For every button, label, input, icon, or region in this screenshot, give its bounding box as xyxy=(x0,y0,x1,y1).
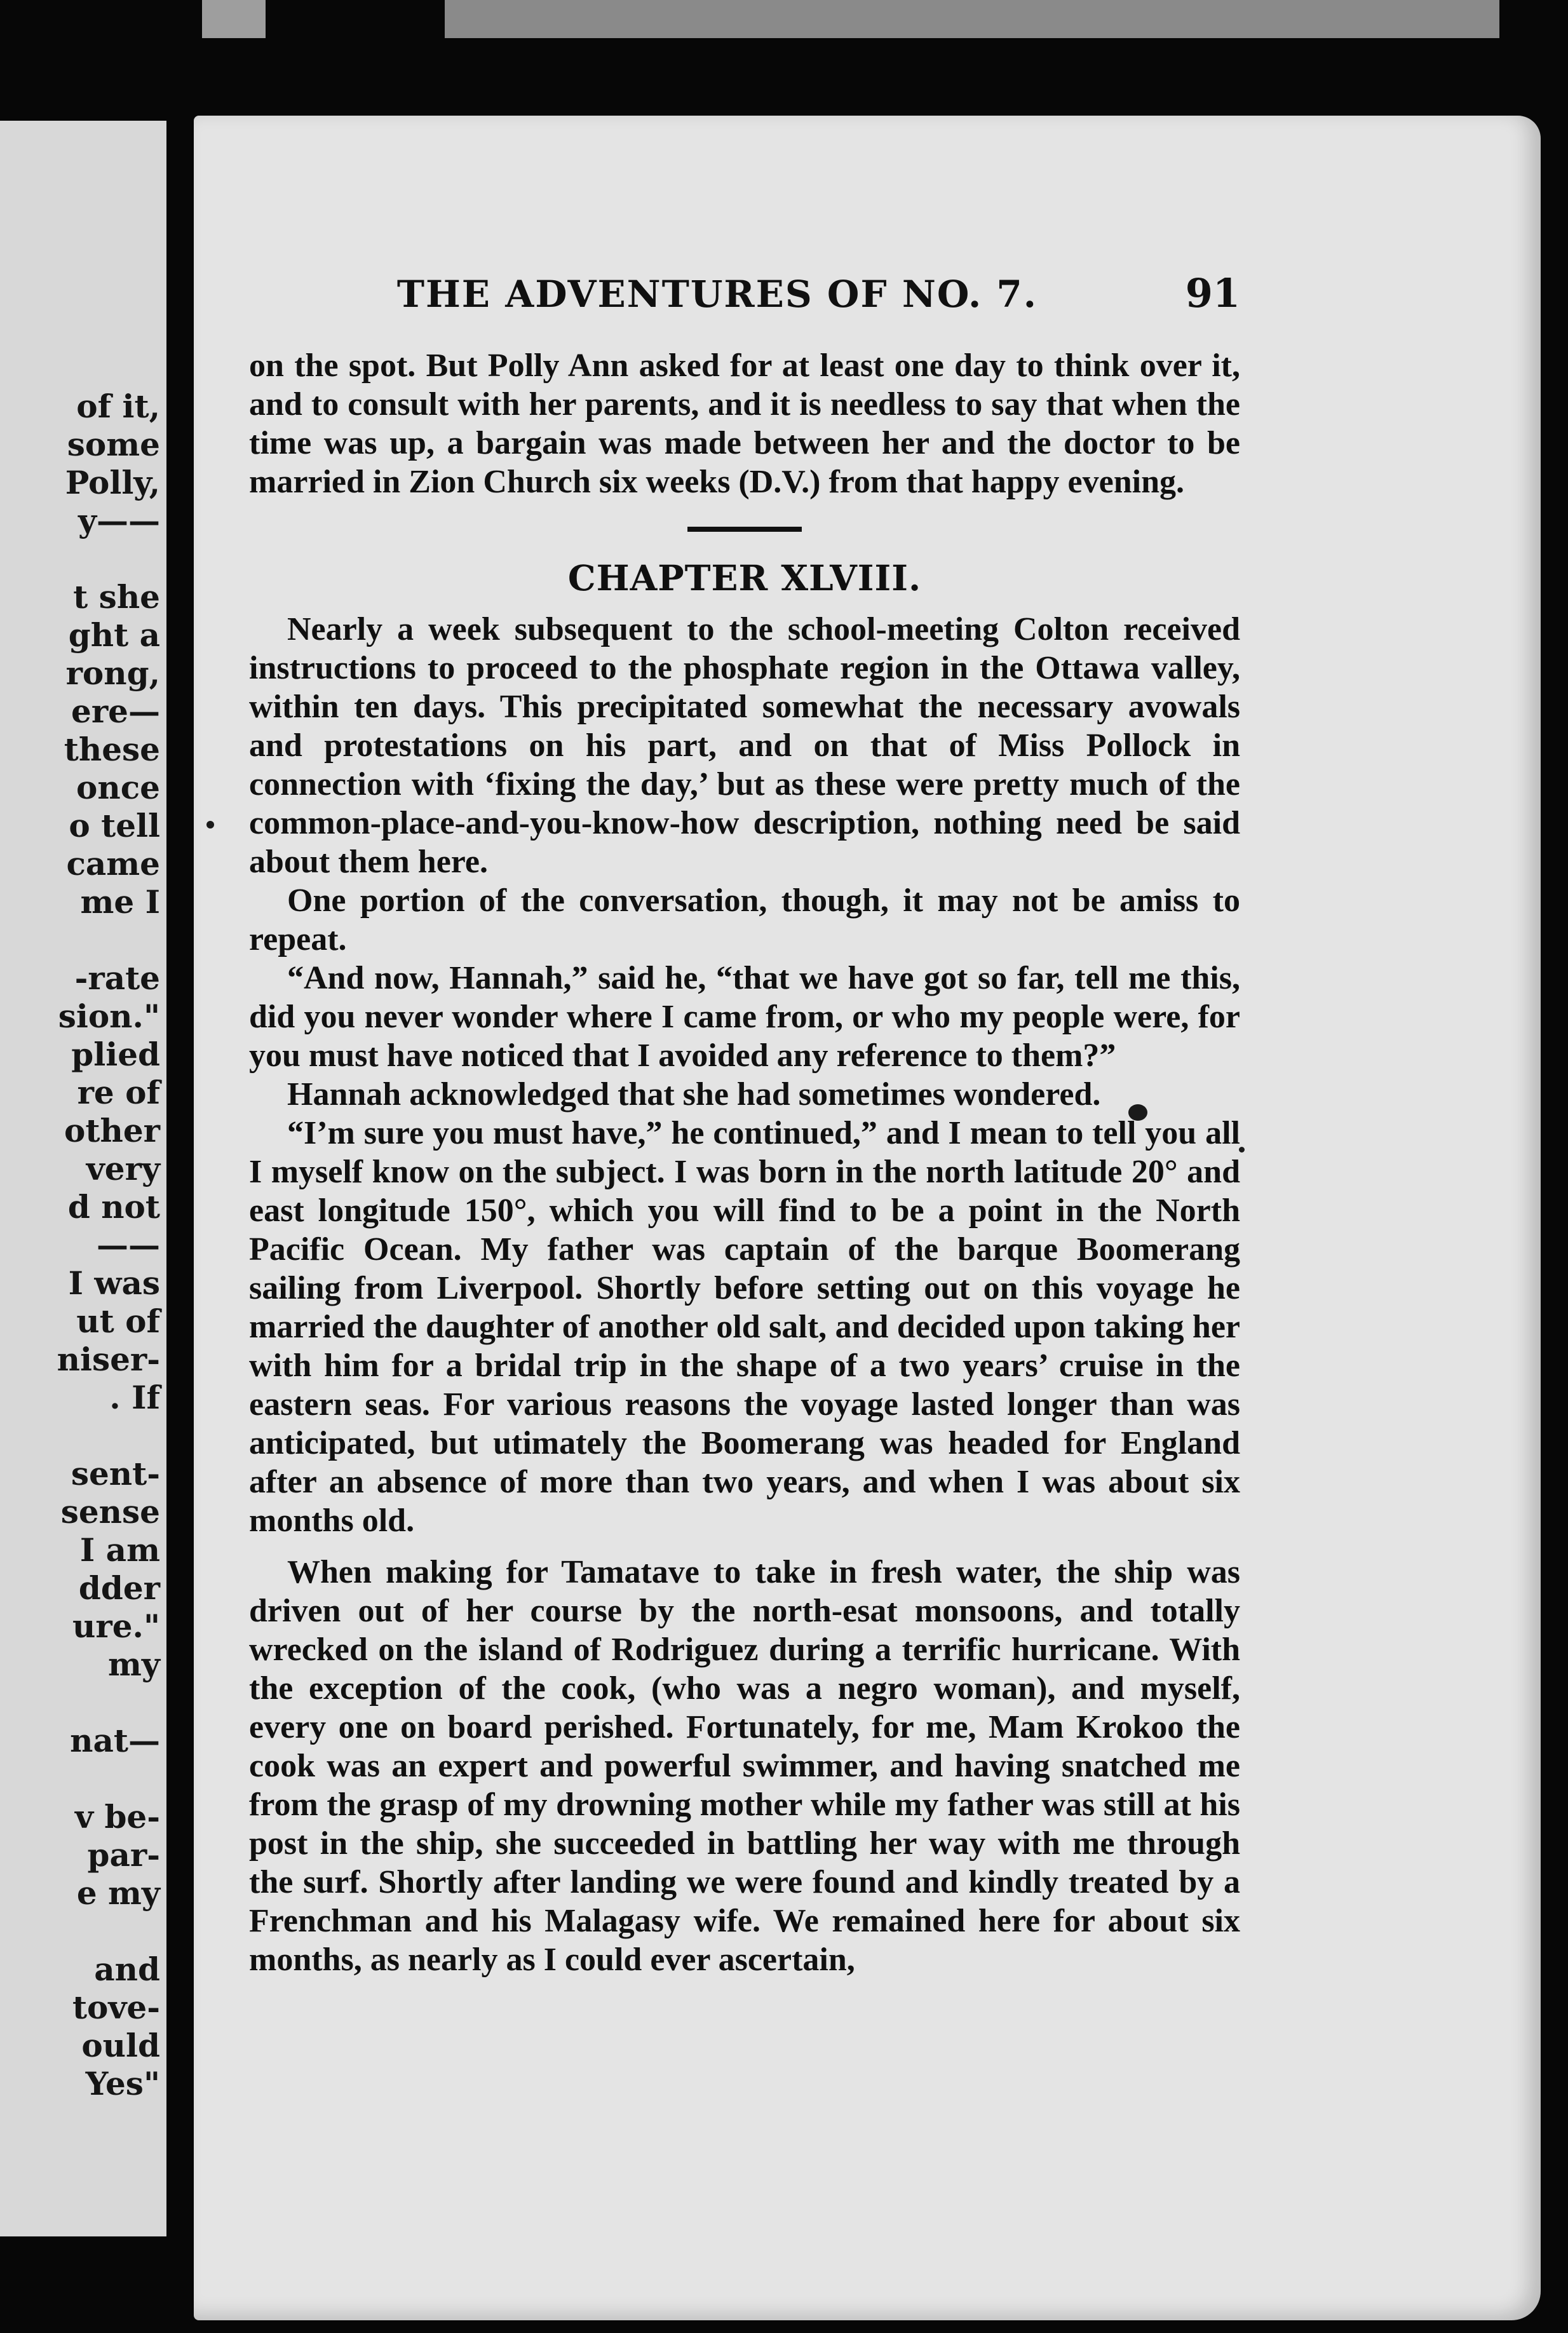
left-fragment: ere— xyxy=(71,693,160,730)
paragraph: Hannah acknowledged that she had sometimes wondered. xyxy=(287,1076,1101,1112)
left-fragment: I am xyxy=(79,1531,160,1569)
paragraph: When making for Tamatave to take in fresh water, the ship was driven out of her course by the north-esat monsoons, and totally wrecked on the island of Rodriguez during a terrific hurricane. With the exception of the cook, (who was a negro woman), and myself, every one on board perished. Fortunately, for me, Mam Krokoo the cook was an expert and powerful swimmer, and having snatched me from the grasp of my drowning mother while my father was still at his post in the ship, she succeeded in battling her way with me through the surf. Shortly after landing we were found and kindly treated by a Frenchman and his Malagasy wife. We remained here for about six months, as nearly as I could ever ascertain, xyxy=(249,1554,1240,1978)
left-fragment: par- xyxy=(87,1836,160,1874)
left-fragment: ure." xyxy=(72,1607,160,1645)
left-fragment: sense xyxy=(60,1493,160,1531)
left-fragment: me I xyxy=(80,883,160,921)
left-fragment: plied xyxy=(71,1036,160,1073)
left-fragment: other xyxy=(64,1112,160,1149)
left-fragment: -rate xyxy=(74,959,160,997)
page-text xyxy=(249,270,1240,1979)
left-fragment: came xyxy=(66,845,160,882)
left-fragment: . If xyxy=(109,1379,160,1416)
scan-edge-right xyxy=(445,0,1499,38)
facing-page-edge xyxy=(0,121,166,2236)
left-fragment: once xyxy=(76,769,160,806)
left-fragment: v be- xyxy=(75,1798,160,1836)
left-fragment: o tell xyxy=(69,807,160,844)
left-fragment: —— xyxy=(97,1226,160,1264)
left-fragment: very xyxy=(86,1150,160,1187)
paragraph: “I’m sure you must have,” he continued,” and I mean to tell you all I myself know on the subject. I was born in the north latitude 20° and east longitude 150°, which you will find to be a point in the North Pacific Ocean. My father was captain of the barque Boomerang sailing from Liverpool. Shortly before setting out on this voyage he married the daughter of another old salt, and decided upon taking her with him for a bridal trip in the shape of a two years’ cruise in the eastern seas. For various reasons the voyage lasted longer than was anticipated, but utimately the Boomerang was headed for England after an absence of more than two years, and when I was about six months old. xyxy=(249,1115,1240,1539)
left-fragment: dder xyxy=(78,1569,160,1607)
left-fragment: niser- xyxy=(57,1341,160,1378)
paragraph: “And now, Hannah,” said he, “that we have got so far, tell me this, did you never wonder where I came from, or who my people were, for you must have noticed that I avoided any reference to them?” xyxy=(249,960,1240,1074)
left-fragment: nat— xyxy=(70,1722,160,1759)
chapter-heading: CHAPTER XLVIII. xyxy=(567,557,922,598)
running-head-title: THE ADVENTURES OF NO. 7. xyxy=(396,273,1037,316)
left-fragment: Polly, xyxy=(65,464,160,501)
opening-paragraph: on the spot. But Polly Ann asked for at least one day to think over it, and to consult with her parents, and it is needless to say that when the time was up, a bargain was made between her and the doctor to be married in Zion Church six weeks (D.V.) from that happy evening. xyxy=(249,348,1240,500)
page-number: 91 xyxy=(1185,270,1240,316)
ink-speck xyxy=(206,821,214,828)
running-head xyxy=(249,270,1240,346)
left-fragment: ut of xyxy=(76,1302,160,1340)
left-fragment: ould xyxy=(81,2027,160,2064)
paragraph: Nearly a week subsequent to the school-meeting Colton received instructions to proceed to the phosphate region in the Ottawa valley, within ten days. This precipitated somewhat the necessary avowals and protestations on his part, and on that of Miss Pollock in connection with ‘fixing the day,’ but as these were pretty much of the common-place-and-you-know-how description, nothing need be said about them here. xyxy=(249,611,1240,880)
left-fragment: ght a xyxy=(68,616,160,654)
left-fragment: and xyxy=(94,1951,160,1988)
left-fragment: some xyxy=(67,426,160,463)
left-fragment: my xyxy=(108,1646,160,1683)
chapter-divider xyxy=(687,527,802,532)
left-fragment: d not xyxy=(67,1188,160,1226)
left-fragment: sent- xyxy=(71,1455,160,1492)
paragraph: One portion of the conversation, though, it may not be amiss to repeat. xyxy=(249,882,1240,957)
left-fragment: of it, xyxy=(76,388,160,425)
left-fragment: tove- xyxy=(72,1989,160,2026)
left-fragment: re of xyxy=(77,1074,160,1111)
left-fragment: sion." xyxy=(58,997,160,1035)
scan-edge-left xyxy=(202,0,266,38)
left-fragment: rong, xyxy=(65,654,160,692)
left-fragment: t she xyxy=(73,578,160,616)
left-fragment: Yes" xyxy=(85,2065,160,2102)
left-fragment: e my xyxy=(76,1874,160,1912)
left-fragment: these xyxy=(64,731,160,768)
left-fragment: I was xyxy=(68,1264,160,1302)
left-fragment: y—— xyxy=(78,502,160,539)
